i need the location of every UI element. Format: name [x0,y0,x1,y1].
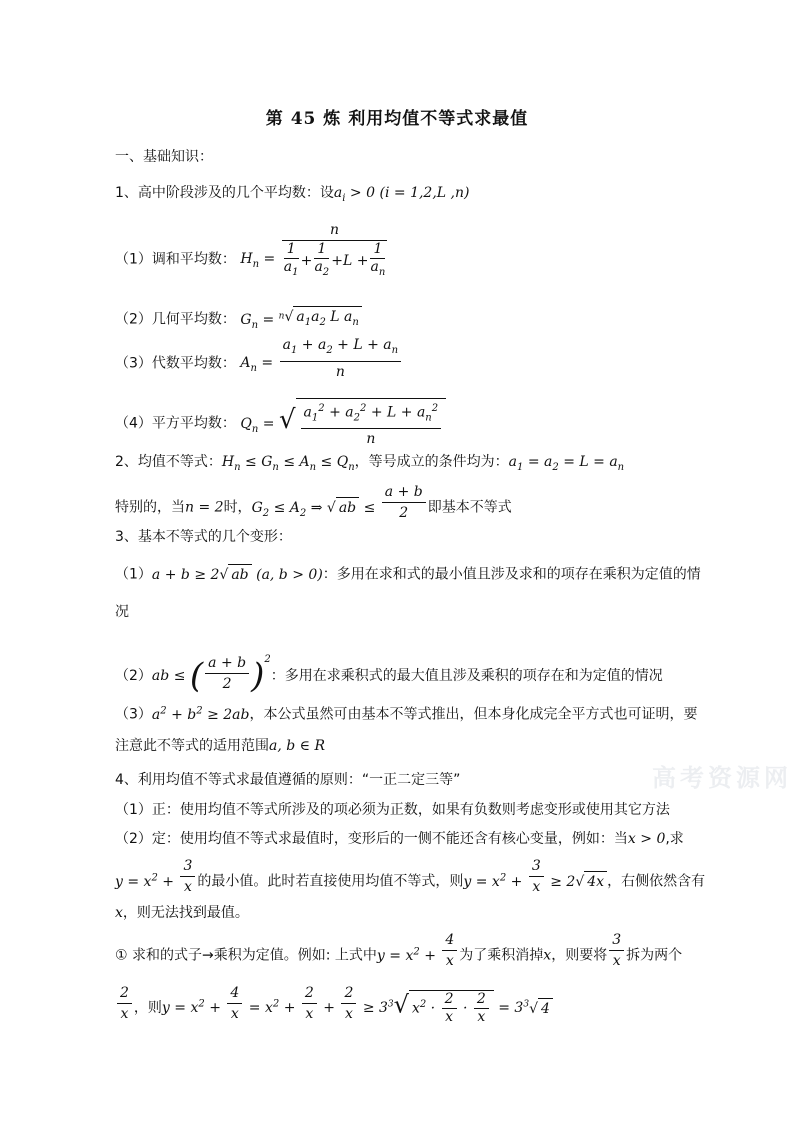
mean-inequality-prefix: 2、均值不等式： [115,454,222,470]
formula-split-fraction: $\frac{3}{x}$ [607,948,626,964]
formula-function-y: $y = x^2$ + $\frac{3}{x}$ [115,874,197,890]
formula-harmonic-mean: $H_n$ = n $\frac{1}{a_1}$ + $\frac{1}{a_2}$ +L + $\frac{1}{a_n}$ [240,251,389,267]
formula-x-positive: x > 0 [627,831,666,847]
principle-fixed-line-a [115,829,684,849]
principle-fixed-line-b [115,858,706,897]
formula-mean-chain: $H_n \le G_n \le A_n \le Q_n$ [221,454,355,473]
formula-real-range: a, b ∈ R [269,738,326,754]
case-1-text-c: ，则要将 [551,947,608,964]
arithmetic-mean-label: （3）代数平均数： [115,355,236,372]
principle-fixed-text-a: （2）定：使用均值不等式求最值时，变形后的一侧不能还含有核心变量，例如：当 [115,831,628,847]
quadratic-mean-label: （4）平方平均数： [115,415,236,432]
principle-fixed-text-b1: 的最小值。此时若直接使用均值不等式，则 [197,873,464,890]
item-geometric-mean [115,306,362,335]
harmonic-mean-label: （1）调和平均数： [115,251,236,268]
principle-fixed-line-c [115,903,249,923]
item-variant-2 [115,650,663,694]
variant-1-continued: 况 [115,604,129,620]
watermark: 高考资源网 [652,764,792,792]
formula-variant-1: a + b ≥ 2√ ab (a, b > 0) [152,567,323,583]
case-1-text-e: ，则 [133,1000,162,1016]
formula-direct-application: $y = x^2$ + $\frac{3}{x}$ ≥ 2√ 4x [463,874,607,890]
formula-n-equals-2: n = 2 [185,499,224,516]
special-case-text-a: 特别的，当 [115,499,185,516]
paragraph-special-case [115,484,512,523]
variant-3-text-b: 注意此不等式的适用范围 [115,738,269,754]
formula-variant-2: ab ≤ ( $\frac{a + b}{2}$ )$^2$ [151,654,271,696]
paragraph-means-intro [115,183,469,209]
special-case-text-b: 时， [223,499,252,516]
principle-positive: （1）正：使用均值不等式所涉及的项必须为正数，如果有负数则考虑变形或使用其它方法 [115,802,670,818]
formula-variant-3: $a^2 + b^2 \ge 2ab$ [151,705,250,723]
principle-fixed-text-b2: ，右侧依然含有 [607,873,706,890]
section-heading-principles: 4、利用均值不等式求最值遵循的原则：“一正二定三等” [115,772,461,788]
formula-basic-inequality: $G_2 \le A_2$ ⇒ √ ab ≤ $\frac{a + b}{2}$ [252,500,428,516]
formula-equality-condition: $a_1 = a_2 = L = a_n$ [508,454,625,473]
principle-fixed-text-a2: ,求 [665,831,684,847]
item-variant-1 [115,564,701,585]
mean-inequality-mid: ，等号成立的条件均为： [354,454,509,470]
special-case-text-c: 即基本不等式 [427,499,512,516]
item-variant-3 [115,701,697,725]
variant-2-label: （2） [115,668,152,684]
paragraph-mean-inequality [115,452,624,478]
formula-two-over-x: $\frac{2}{x}$ [115,1000,134,1016]
item-arithmetic-mean [115,337,403,382]
means-intro-text: 1、高中阶段涉及的几个平均数：设 [115,185,334,201]
formula-x-cancel: x [543,947,552,964]
page-title: 第 45 炼 利用均值不等式求最值 [265,109,529,129]
principle-fixed-text-c: ，则无法找到最值。 [122,905,249,921]
variant-1-label: （1） [115,566,152,583]
formula-geometric-mean: $G_n = ^n√$ $a_1a_2$ L $a_n$ [240,312,361,328]
formula-example-function: $y = x^2$ + $\frac{4}{x}$ [377,948,459,964]
formula-quadratic-mean: $Q_n$ = √ $\frac{a_1^2 + a_2^2 + L + a_n^2}{n}$ [240,416,446,432]
geometric-mean-label: （2）几何平均数： [115,311,236,328]
formula-split-result: $y = x^2$ + $\frac{4}{x}$ = $x^2$ + $\frac{2}{x}$ + $\frac{2}{x}$ ≥ $3^3√$ $x^2$ · $\frac{2}{x}$ · $\frac{2}{x}$ = $3^3√$ 4 [162,1000,553,1016]
variant-2-text: ：多用在求乘积式的最大值且涉及乘积的项存在和为定值的情况 [270,668,663,684]
case-1-line-b [115,984,553,1026]
variant-1-text-a: ：多用在求和式的最小值且涉及求和的项存在乘积为定值的情 [322,566,701,583]
item-harmonic-mean [115,222,389,281]
formula-x: x [115,905,123,921]
variant-3-label: （3） [115,706,152,723]
case-1-text-a: ① 求和的式子→乘积为定值。例如: 上式中 [115,947,377,964]
item-quadratic-mean [115,398,446,449]
formula-arithmetic-mean: $A_n$ = $\frac{a_1 + a_2 + L + a_n}{n}$ [240,355,403,371]
variant-3-continued [115,736,325,756]
case-1-line-a [115,932,683,971]
section-heading-variants: 3、基本不等式的几个变形： [115,529,292,545]
formula-positive-condition: $a_i > 0$ (i = 1,2,L ,n) [333,185,470,204]
case-1-text-b: 为了乘积消掉 [459,947,544,964]
case-1-text-d: 拆为两个 [626,947,683,964]
variant-3-text-a: ，本公式虽然可由基本不等式推出，但本身化成完全平方式也可证明，要 [249,706,698,723]
section-heading-basics: 一、基础知识： [115,149,213,165]
